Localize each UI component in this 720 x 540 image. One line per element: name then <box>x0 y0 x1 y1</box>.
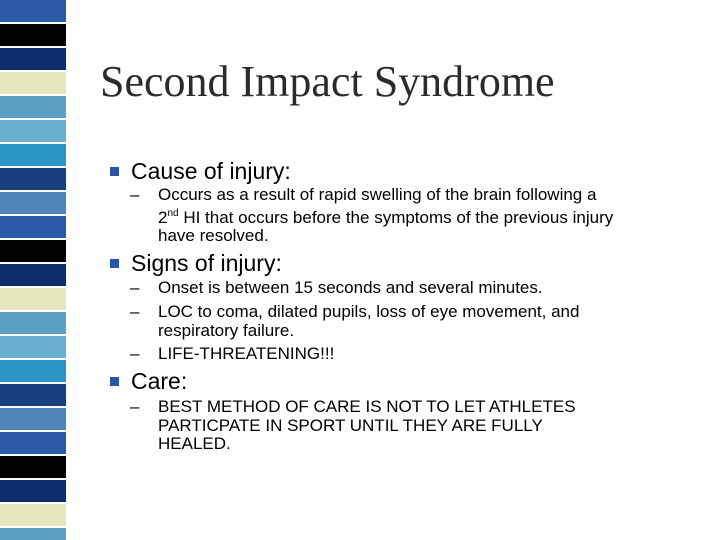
stripe-tile <box>34 240 66 262</box>
bullet-signs-of-injury <box>110 250 282 277</box>
stripe-tile <box>34 456 66 478</box>
decorative-stripe <box>0 0 66 540</box>
sub-line-part: HI that occurs before the symptoms of the previous injury <box>178 207 614 227</box>
dash-icon: – <box>130 278 140 297</box>
sub-line: LIFE-THREATENING!!! <box>158 344 335 363</box>
dash-icon: – <box>130 344 140 363</box>
stripe-column-left <box>0 0 34 540</box>
sub-item-life-threatening <box>130 345 334 364</box>
stripe-tile <box>34 192 66 214</box>
stripe-tile <box>0 144 34 166</box>
stripe-tile <box>0 168 34 190</box>
sub-line: HEALED. <box>158 434 231 453</box>
stripe-tile <box>34 216 66 238</box>
stripe-tile <box>0 264 34 286</box>
square-bullet-icon <box>110 167 119 176</box>
sub-item-loc <box>130 303 579 340</box>
stripe-tile <box>0 216 34 238</box>
stripe-tile <box>0 360 34 382</box>
stripe-tile <box>0 48 34 70</box>
bullet-heading: Cause of injury: <box>131 158 291 184</box>
sub-line: PARTICPATE IN SPORT UNTIL THEY ARE FULLY <box>158 415 543 435</box>
stripe-tile <box>34 264 66 286</box>
stripe-tile <box>0 96 34 118</box>
sub-line: Onset is between 15 seconds and several minutes. <box>158 278 543 297</box>
sub-line: Occurs as a result of rapid swelling of the brain following a <box>158 185 597 204</box>
dash-icon: – <box>130 185 140 204</box>
stripe-column-right <box>34 0 66 540</box>
stripe-tile <box>0 504 34 526</box>
sub-line: respiratory failure. <box>158 320 295 340</box>
dash-icon: – <box>130 397 140 416</box>
stripe-tile <box>0 240 34 262</box>
stripe-tile <box>34 504 66 526</box>
sub-item-onset <box>130 279 543 298</box>
stripe-tile <box>34 0 66 22</box>
stripe-tile <box>0 288 34 310</box>
bullet-care <box>110 368 187 395</box>
stripe-tile <box>0 0 34 22</box>
stripe-tile <box>34 72 66 94</box>
stripe-tile <box>34 528 66 540</box>
sub-line: LOC to coma, dilated pupils, loss of eye movement, and <box>158 302 580 321</box>
stripe-tile <box>0 72 34 94</box>
stripe-tile <box>34 288 66 310</box>
bullet-heading: Care: <box>131 368 188 394</box>
slide-title: Second Impact Syndrome <box>100 57 555 106</box>
stripe-tile <box>0 192 34 214</box>
sub-line: BEST METHOD OF CARE IS NOT TO LET ATHLETES <box>158 397 576 416</box>
square-bullet-icon <box>110 377 119 386</box>
stripe-tile <box>0 480 34 502</box>
stripe-tile <box>34 48 66 70</box>
ordinal-superscript: nd <box>167 207 179 219</box>
stripe-tile <box>0 528 34 540</box>
stripe-tile <box>0 432 34 454</box>
stripe-tile <box>0 24 34 46</box>
stripe-tile <box>34 432 66 454</box>
stripe-tile <box>34 480 66 502</box>
stripe-tile <box>34 24 66 46</box>
stripe-tile <box>34 168 66 190</box>
stripe-tile <box>34 384 66 406</box>
stripe-tile <box>34 408 66 430</box>
stripe-tile <box>34 120 66 142</box>
stripe-tile <box>0 120 34 142</box>
stripe-tile <box>34 336 66 358</box>
stripe-tile <box>0 312 34 334</box>
sub-line: have resolved. <box>158 226 269 245</box>
bullet-cause-of-injury <box>110 158 291 185</box>
bullet-heading: Signs of injury: <box>131 250 282 276</box>
dash-icon: – <box>130 302 140 321</box>
sub-line-part: 2 <box>158 207 168 227</box>
stripe-tile <box>34 96 66 118</box>
sub-item-care <box>130 398 576 454</box>
stripe-tile <box>34 144 66 166</box>
stripe-tile <box>0 408 34 430</box>
stripe-tile <box>0 336 34 358</box>
stripe-tile <box>34 360 66 382</box>
sub-line <box>158 205 613 228</box>
sub-item-cause <box>130 186 613 246</box>
stripe-tile <box>34 312 66 334</box>
square-bullet-icon <box>110 259 119 268</box>
stripe-tile <box>0 384 34 406</box>
stripe-tile <box>0 456 34 478</box>
